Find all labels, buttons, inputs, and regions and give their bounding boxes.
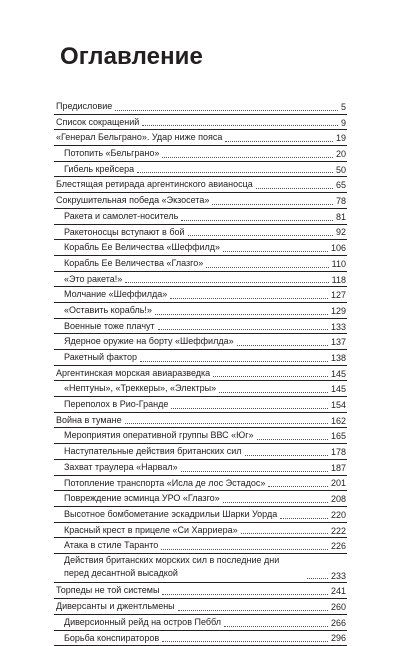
dot-leader: [142, 124, 338, 126]
dot-leader: [125, 422, 328, 424]
toc-entry-page: 129: [331, 304, 346, 319]
dot-leader: [280, 517, 328, 519]
toc-entry-title: Красный крест в прицеле «Си Харриера»: [64, 523, 238, 538]
dot-leader: [237, 344, 328, 346]
toc-entry-page: 5: [341, 100, 346, 115]
toc-entry-title: «Это ракета!»: [64, 272, 122, 287]
dot-leader: [219, 391, 328, 393]
dot-leader: [158, 328, 328, 330]
toc-entry-page: 241: [331, 584, 346, 599]
toc-entry-title: Ракетоносцы вступают в бой: [64, 225, 185, 240]
toc-entry-page: 296: [331, 631, 346, 646]
dot-leader: [181, 470, 328, 472]
toc-entry-title: Список сокращений: [56, 115, 139, 130]
dot-leader: [257, 438, 328, 440]
page-title: Оглавление: [60, 43, 203, 71]
dot-leader: [206, 266, 329, 268]
toc-entry-page: 78: [336, 194, 346, 209]
dot-leader: [162, 640, 328, 642]
toc-entry-page: 9: [341, 116, 346, 131]
toc-entry-page: 162: [331, 414, 346, 429]
toc-entry-title: Диверсионный рейд на остров Пеббл: [64, 615, 221, 630]
toc-entry[interactable]: [54, 287, 347, 303]
dot-leader: [245, 454, 328, 456]
dot-leader: [170, 297, 328, 299]
toc-entry[interactable]: [54, 428, 347, 444]
toc-entry-page: 260: [331, 600, 346, 615]
toc-entry[interactable]: [54, 523, 347, 539]
toc-entry[interactable]: [54, 130, 347, 146]
toc-entry-page: 65: [336, 178, 346, 193]
dot-leader: [268, 485, 328, 487]
toc-entry[interactable]: [54, 491, 347, 507]
dot-leader: [223, 250, 328, 252]
toc-entry-title: Война в тумане: [56, 413, 122, 428]
toc-entry[interactable]: [54, 350, 347, 366]
toc-entry-title: Предисловие: [56, 99, 112, 114]
toc-entry-title: Переполох в Рио-Гранде: [64, 397, 168, 412]
toc-entry-title: «Оставить корабль!»: [64, 303, 152, 318]
toc-entry[interactable]: [54, 225, 347, 241]
toc-entry-page: 133: [331, 320, 346, 335]
toc-entry-title: Торпеды не той системы: [56, 583, 159, 598]
toc-entry-page: 226: [331, 539, 346, 554]
toc-entry[interactable]: [54, 177, 347, 193]
toc-entry-page: 127: [331, 288, 346, 303]
toc-entry[interactable]: [54, 476, 347, 492]
toc-entry-page: 92: [336, 225, 346, 240]
toc-entry-title: Ракета и самолет-носитель: [64, 209, 178, 224]
toc-entry-page: 208: [331, 492, 346, 507]
dot-leader: [212, 203, 333, 205]
toc-entry-page: 154: [331, 398, 346, 413]
dot-leader: [188, 234, 333, 236]
toc-entry-title: Действия британских морских сил в последние дни перед десантной высадкой: [64, 554, 304, 581]
toc-entry-title: Потопление транспорта «Исла де лос Эстадос»: [64, 476, 265, 491]
toc-entry-page: 145: [331, 367, 346, 382]
toc-entry-title: Диверсанты и джентльмены: [56, 599, 175, 614]
toc-entry-page: 178: [331, 445, 346, 460]
toc-entry-title: Потопить «Бельграно»: [64, 146, 159, 161]
dot-leader: [161, 548, 328, 550]
toc-entry-page: 19: [336, 131, 346, 146]
toc-entry[interactable]: [54, 444, 347, 460]
toc-entry[interactable]: [54, 507, 347, 523]
dot-leader: [178, 609, 328, 611]
toc-entry-title: Гибель крейсера: [64, 162, 134, 177]
toc-entry[interactable]: [54, 366, 347, 382]
dot-leader: [137, 171, 333, 173]
dot-leader: [115, 109, 338, 111]
toc-entry[interactable]: [54, 256, 347, 272]
toc-entry[interactable]: [54, 146, 347, 162]
toc-entry-page: 20: [336, 147, 346, 162]
toc-entry[interactable]: [54, 240, 347, 256]
toc-entry[interactable]: [54, 538, 347, 554]
dot-leader: [140, 360, 328, 362]
dot-leader: [225, 140, 333, 142]
toc-entry-page: 220: [331, 508, 346, 523]
toc-entry[interactable]: [54, 303, 347, 319]
toc-entry[interactable]: [54, 413, 347, 429]
toc-entry-title: Наступательные действия британских сил: [64, 444, 242, 459]
toc-entry-title: Высотное бомбометание эскадрильи Шарки Уорда: [64, 507, 277, 522]
toc-entry-page: 222: [331, 524, 346, 539]
dot-leader: [223, 501, 328, 503]
dot-leader: [155, 313, 328, 315]
toc-entry-title: Сокрушительная победа «Экзосета»: [56, 193, 209, 208]
toc-entry-page: 138: [331, 351, 346, 366]
toc-entry[interactable]: [54, 319, 347, 335]
toc-entry-title: «Нептуны», «Треккеры», «Электры»: [64, 381, 216, 396]
toc-entry-page: 110: [332, 257, 346, 272]
toc-entry-title: Молчание «Шеффилда»: [64, 287, 167, 302]
toc-entry-title: Ядерное оружие на борту «Шеффилда»: [64, 334, 234, 349]
toc-entry-title: Мероприятия оперативной группы ВВС «Юг»: [64, 428, 254, 443]
toc-entry[interactable]: [54, 334, 347, 350]
dot-leader: [224, 625, 328, 627]
toc-entry-title: Блестящая ретирада аргентинского авианосца: [56, 177, 253, 192]
toc-entry[interactable]: [54, 583, 347, 599]
toc-entry[interactable]: [54, 631, 347, 646]
toc-entry[interactable]: [54, 615, 347, 631]
dot-leader: [125, 281, 329, 283]
toc-entry[interactable]: [54, 460, 347, 476]
toc-entry-page: 201: [331, 476, 346, 491]
toc-entry-title: Корабль Ее Величества «Шеффилд»: [64, 240, 220, 255]
toc-entry-title: Корабль Ее Величества «Глазго»: [64, 256, 203, 271]
toc-entry-page: 145: [331, 382, 346, 397]
toc-entry-title: Повреждение эсминца УРО «Глазго»: [64, 491, 220, 506]
toc-entry-page: 137: [331, 335, 346, 350]
toc-entry[interactable]: [54, 209, 347, 225]
dot-leader: [241, 532, 328, 534]
toc-entry-title: Ракетный фактор: [64, 350, 137, 365]
toc-entry[interactable]: [54, 193, 347, 209]
dot-leader: [213, 375, 328, 377]
toc-entry-page: 81: [336, 210, 346, 225]
toc-entry-title: Захват траулера «Нарвал»: [64, 460, 178, 475]
dot-leader: [162, 593, 328, 595]
toc-entry[interactable]: [54, 381, 347, 397]
toc-entry-title: Военные тоже плачут: [64, 319, 155, 334]
toc-entry-title: «Генерал Бельграно». Удар ниже пояса: [56, 130, 222, 145]
dot-leader: [307, 577, 328, 579]
toc-entry-page: 233: [331, 569, 346, 584]
toc-entry-page: 165: [331, 429, 346, 444]
toc-entry-page: 50: [336, 163, 346, 178]
toc-entry[interactable]: [54, 99, 347, 115]
toc-entry-page: 118: [332, 273, 346, 288]
toc-entry[interactable]: [54, 397, 347, 413]
toc-entry[interactable]: [54, 162, 347, 178]
toc-entry-page: 187: [331, 461, 346, 476]
toc-entry-title: Борьба конспираторов: [64, 631, 159, 646]
dot-leader: [181, 219, 333, 221]
dot-leader: [171, 407, 328, 409]
toc-entry-title: Атака в стиле Таранто: [64, 538, 158, 553]
toc-entry[interactable]: [54, 115, 347, 131]
toc-entry-page: 266: [331, 616, 346, 631]
dot-leader: [256, 187, 333, 189]
toc-entry-page: 106: [331, 241, 346, 256]
dot-leader: [162, 156, 333, 158]
toc-entry[interactable]: [54, 554, 347, 584]
toc-entry[interactable]: [54, 599, 347, 615]
toc-entry[interactable]: [54, 272, 347, 288]
toc-entry-title: Аргентинская морская авиаразведка: [56, 366, 210, 381]
table-of-contents: [54, 99, 347, 646]
